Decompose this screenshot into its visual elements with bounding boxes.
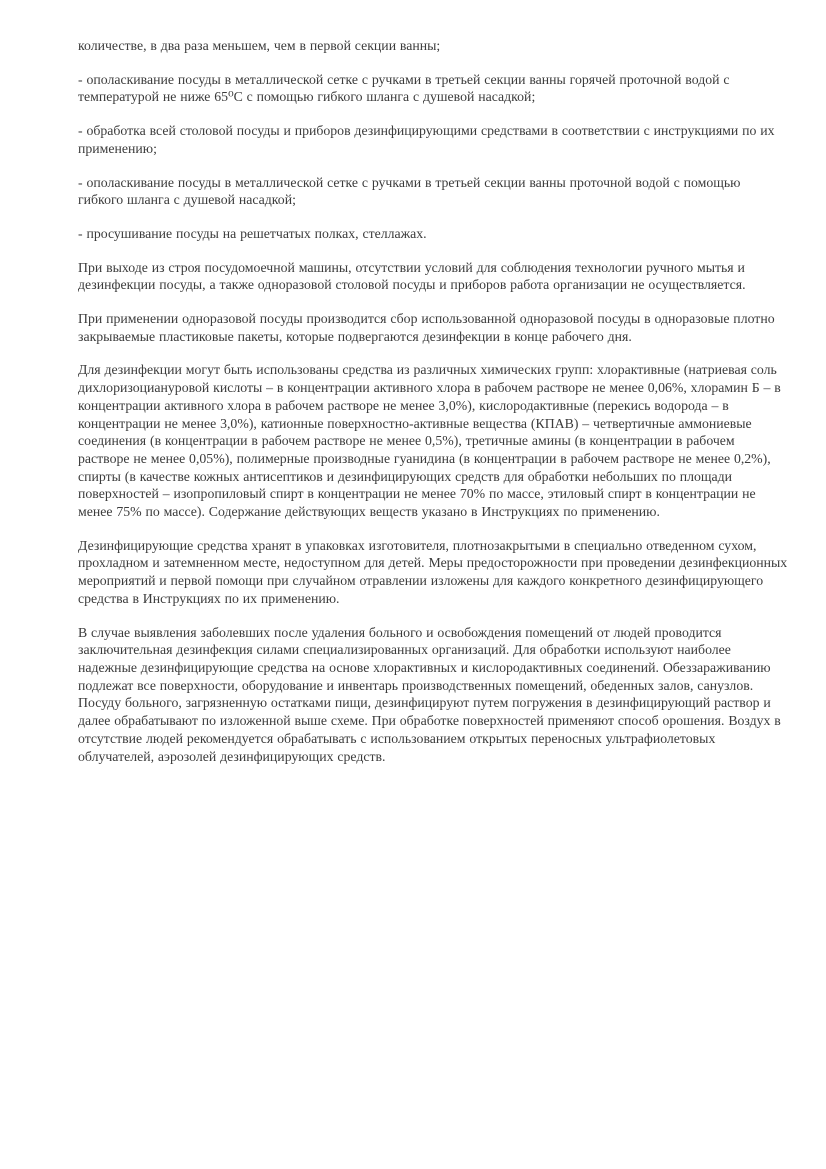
list-item-disinfectant-treatment: - обработка всей столовой посуды и приборов дезинфицирующими средствами в соответствии с инструкциями по их применению; <box>78 123 775 156</box>
list-item-rinse-running-water: - ополаскивание посуды в металлической сетке с ручками в третьей секции ванны проточной водой с помощью гибкого шланга с душевой насадкой; <box>78 174 741 208</box>
paragraph-remainder: количестве, в два раза меньшем, чем в первой секции ванны; <box>78 38 441 53</box>
list-item-drying: - просушивание посуды на решетчатых полках, стеллажах. <box>78 225 427 241</box>
paragraph-disposable-tableware: При применении одноразовой посуды производится сбор использованной одноразовой посуды в одноразовые плотно закрываемые пластиковые пакеты, которые подвергаются дезинфекции в конце рабочего дня. <box>78 311 775 344</box>
paragraph-storage-precautions: Дезинфицирующие средства хранят в упаковках изготовителя, плотнозакрытыми в специально отведенном сухом, прохладном и затемненном месте, недоступном для детей. Меры предосторожности при проведении дезинфекционных мероприятий и первой помощи при случайном отравлении изложены для каждого конкретного дезинфицирующего средства в Инструкциях по их применению. <box>78 537 788 606</box>
paragraph-final-disinfection: В случае выявления заболевших после удаления больного и освобождения помещений от людей проводится заключительная дезинфекция силами специализированных организаций. Для обработки используют наиболее надежные дезинфицирующие средства на основе хлорактивных и кислородактивных соединений. Обеззараживанию подлежат все поверхности, оборудование и инвентарь производственных помещений, обеденных залов, санузлов. Посуду больного, загрязненную остатками пищи, дезинфицируют путем погружения в дезинфицирующий раствор и далее обрабатывают по изложенной выше схеме. При обработке поверхностей применяют способ орошения. Воздух в отсутствие людей рекомендуется обрабатывать с использованием открытых переносных ультрафиолетовых облучателей, аэрозолей дезинфицирующих средств. <box>78 624 781 764</box>
paragraph-chemical-groups: Для дезинфекции могут быть использованы средства из различных химических групп: хлорактивные (натриевая соль дихлоризоциануровой кислоты – в концентрации активного хлора в рабочем растворе не менее 0,06%, хлорамин Б – в концентрации активного хлора в рабочем растворе не менее 3,0%), кислородактивные (перекись водорода – в концентрации не менее 3,0%), катионные поверхностно-активные вещества (КПАВ) – четвертичные аммониевые соединения (в концентрации в рабочем растворе не менее 0,5%), третичные амины (в концентрации в рабочем растворе не менее 0,05%), полимерные производные гуанидина (в концентрации в рабочем растворе не менее 0,2%), спирты (в качестве кожных антисептиков и дезинфицирующих средств для обработки небольших по площади поверхностей – изопропиловый спирт в концентрации не менее 70% по массе, этиловый спирт в концентрации не менее 75% по массе). Содержание действующих веществ указано в Инструкциях по применению. <box>78 362 781 520</box>
list-item-rinse-hot-water: - ополаскивание посуды в металлической сетке с ручками в третьей секции ванны горячей проточной водой с температурой не ниже 65⁰С с помощью гибкого шланга с душевой насадкой; <box>78 71 730 105</box>
paragraph-machine-breakdown: При выходе из строя посудомоечной машины, отсутствии условий для соблюдения технологии ручного мытья и дезинфекции посуды, а также одноразовой столовой посуды и приборов работа организации не осуществляется. <box>78 259 746 293</box>
